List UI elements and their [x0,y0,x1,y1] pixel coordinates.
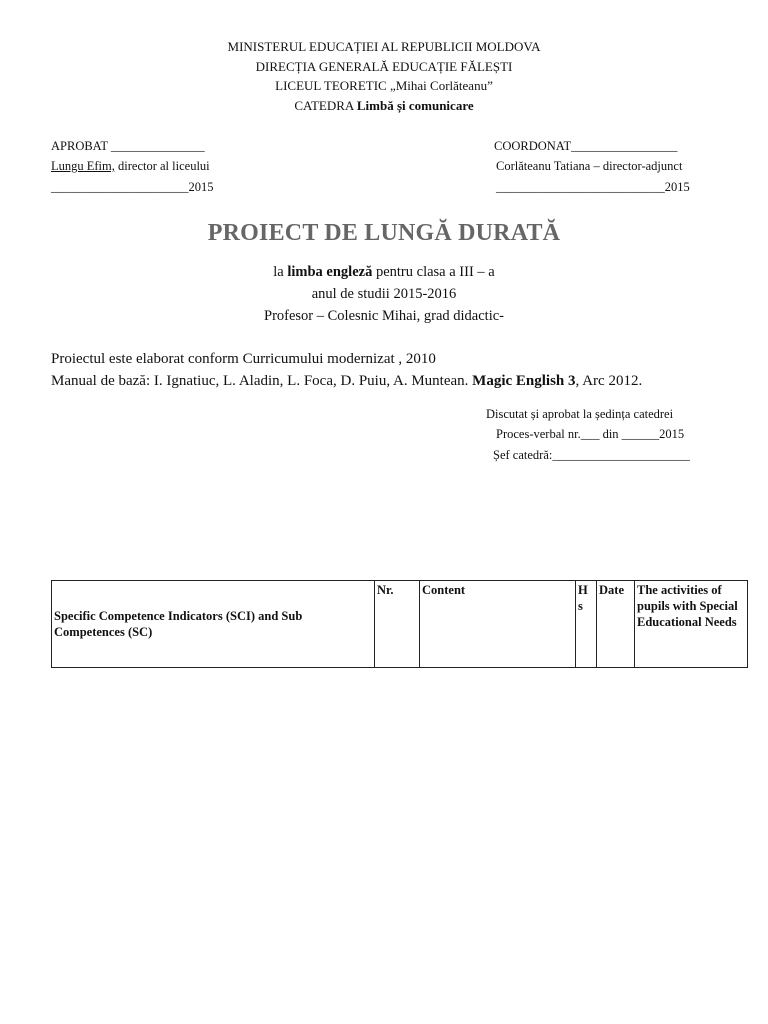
coordinated-date: ___________________________2015 [496,180,690,194]
ministry-line: MINISTERUL EDUCAȚIEI AL REPUBLICII MOLDOVA [227,39,541,54]
subject-name: limba engleză [287,264,373,280]
subject-line [0,262,768,283]
department-name: Limbă și comunicare [356,98,474,113]
teacher-line: Profesor – Colesnic Mihai, grad didactic- [264,308,504,324]
nr-header: Nr. [375,581,420,668]
planning-table [51,580,748,668]
minutes-line: Proces-verbal nr.___ din ______2015 [496,427,685,441]
curriculum-line: Proiectul este elaborat conform Curricumului modernizat , 2010 [51,351,436,367]
year-line: anul de studii 2015-2016 [311,286,457,302]
activities-header: The activities of pupils with Special Educational Needs [635,581,748,668]
content-header: Content [420,581,576,668]
discussion-line: Discutat și aprobat la ședința catedrei [486,407,674,421]
subject-pre: la [273,264,288,280]
manual-authors: Manual de bază: I. Ignatiuc, L. Aladin, L. Foca, D. Puiu, A. Muntean. [51,373,473,389]
manual-publisher: , Arc 2012. [575,373,643,389]
director-line [51,157,210,176]
manual-line [51,371,642,392]
head-of-department-line: Șef catedră:______________________ [493,448,690,462]
sci-header: Specific Competence Indicators (SCI) and Sub Competences (SC) [52,581,375,668]
manual-title: Magic English 3 [472,373,576,389]
deputy-line: Corlăteanu Tatiana – director-adjunct [496,159,683,173]
department-prefix: CATEDRA [294,98,357,113]
approved-date: ______________________2015 [51,180,214,194]
approved-label: APROBAT _______________ [51,139,205,153]
coordinated-label: COORDONAT_________________ [494,139,678,153]
director-role: director al liceului [114,159,210,173]
date-header: Date [597,581,635,668]
hours-header: H s [576,581,597,668]
director-name: Lungu Efim, [51,159,115,173]
document-title: PROIECT DE LUNGĂ DURATĂ [207,220,561,246]
school-line: LICEUL TEORETIC „Mihai Corlăteanu” [275,78,493,93]
table-header-row [52,581,748,668]
directorate-line: DIRECȚIA GENERALĂ EDUCAȚIE FĂLEȘTI [255,59,513,74]
department-line [0,96,768,115]
subject-post: pentru clasa a III – a [372,264,495,280]
